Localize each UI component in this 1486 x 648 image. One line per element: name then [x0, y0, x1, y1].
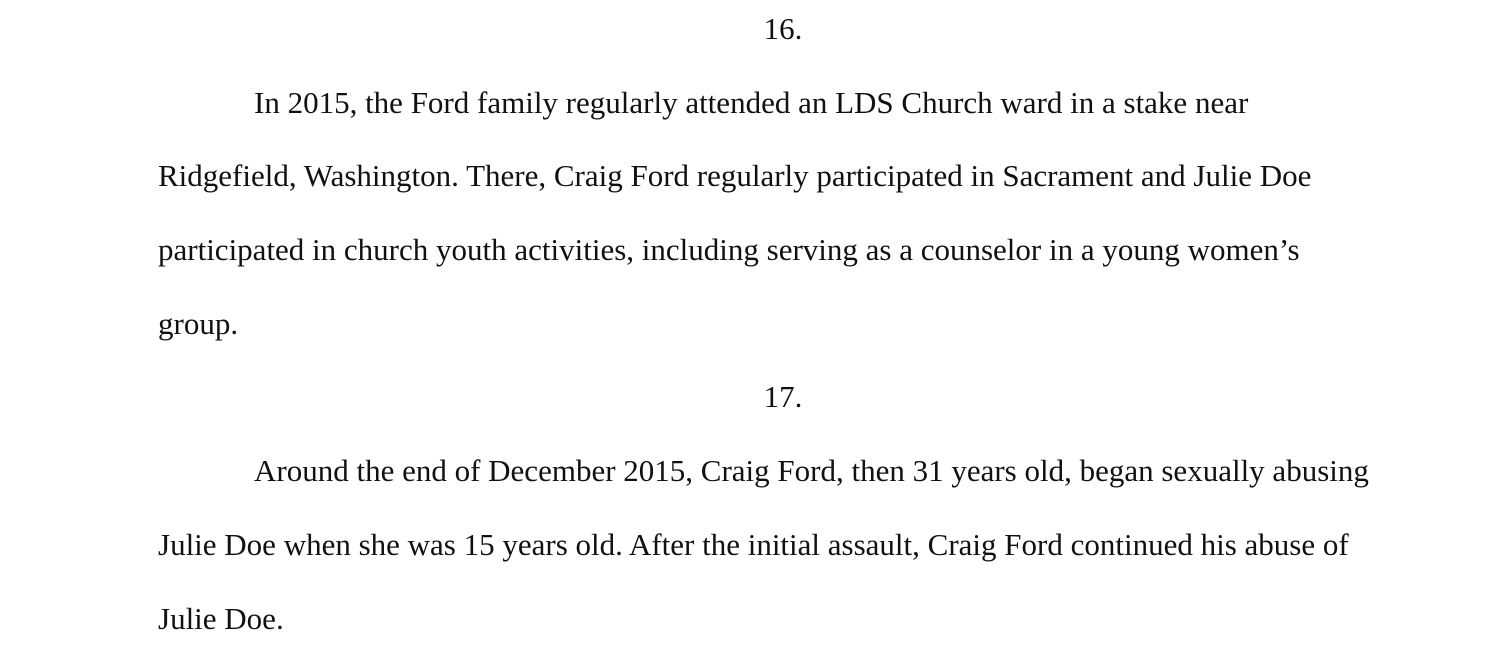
paragraph-16-line-2: Ridgefield, Washington. There, Craig Ford regularly participated in Sacrament and Julie Doe — [158, 158, 1312, 193]
paragraph-17-line-3: Julie Doe. — [158, 601, 284, 636]
paragraph-number-17: 17. — [763, 379, 803, 414]
paragraph-17-line-1: Around the end of December 2015, Craig Ford, then 31 years old, began sexually abusing — [254, 453, 1369, 488]
paragraph-16-line-3: participated in church youth activities, including serving as a counselor in a young women’s — [158, 232, 1300, 267]
paragraph-16-line-1: In 2015, the Ford family regularly attended an LDS Church ward in a stake near — [254, 85, 1249, 120]
paragraph-17-line-2: Julie Doe when she was 15 years old. After the initial assault, Craig Ford continued his abuse of — [158, 527, 1349, 562]
paragraph-number-16: 16. — [763, 11, 803, 46]
paragraph-16-line-4: group. — [158, 306, 239, 341]
